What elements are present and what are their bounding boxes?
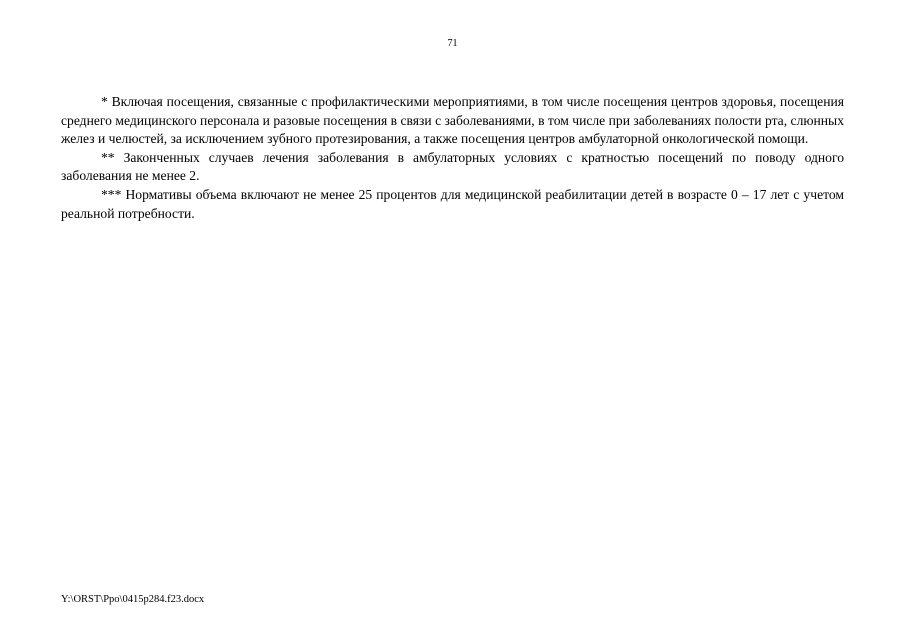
document-file-path: Y:\ORST\Ppo\0415p284.f23.docx <box>61 594 205 605</box>
footnote-triple-asterisk: *** Нормативы объема включают не менее 25 процентов для медицинской реабилитации детей в возрасте 0 – 17 лет с учетом реальной потребности. <box>61 186 844 221</box>
footnote-single-asterisk: * Включая посещения, связанные с профилактическими мероприятиями, в том числе посещения центров здоровья, посещения среднего медицинского персонала и разовые посещения в связи с заболеваниями, в том числе при заболеваниях полости рта, слюнных желез и челюстей, за исключением зубного протезирования, а также посещения центров амбулаторной онкологической помощи. <box>61 94 844 147</box>
page-number: 71 <box>447 38 458 49</box>
footnotes-block <box>61 93 844 223</box>
footnote-double-asterisk: ** Законченных случаев лечения заболевания в амбулаторных условиях с кратностью посещений по поводу одного заболевания не менее 2. <box>61 149 844 184</box>
